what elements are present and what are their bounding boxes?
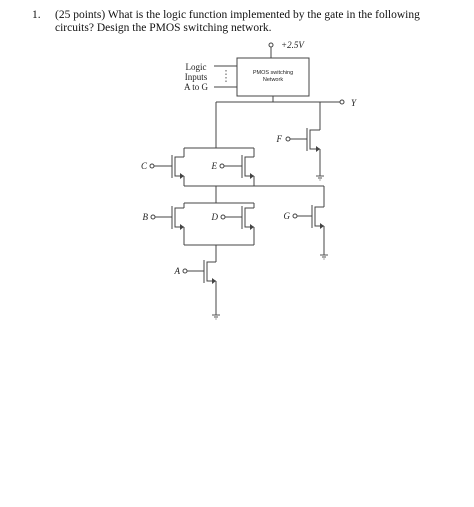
nmos-c-gate-terminal: [150, 164, 154, 168]
nmos-d-gate-terminal: [221, 215, 225, 219]
nmos-d-source-arrow: [250, 224, 254, 230]
nmos-a-channel: [207, 262, 216, 281]
supply-terminal: [269, 40, 305, 58]
nmos-g-channel: [315, 207, 324, 226]
ground-icon-g: [320, 255, 328, 259]
logic-inputs-label-1: Logic: [185, 62, 207, 72]
question-line-2: circuits? Design the PMOS switching network.: [55, 22, 272, 34]
logic-inputs-label-3: A to G: [183, 82, 209, 92]
vdd-label: +2.5V: [281, 40, 304, 50]
nmos-f-channel: [310, 130, 320, 149]
nmos-g-gate-label: G: [283, 211, 290, 221]
nmos-g: [284, 205, 329, 259]
nmos-f-source-arrow: [316, 146, 320, 152]
nmos-d-channel: [245, 208, 254, 227]
question-line-1: (25 points) What is the logic function implemented by the gate in the following: [55, 9, 420, 21]
nmos-d-gate-label: D: [211, 212, 218, 222]
ground-icon-a: [212, 315, 220, 319]
nmos-e: [211, 155, 255, 179]
nmos-b-gate-label: B: [142, 212, 148, 222]
nmos-a-gate-terminal: [183, 269, 187, 273]
nmos-e-channel: [245, 157, 254, 176]
vdd-terminal: [269, 43, 273, 47]
nmos-f: [276, 128, 325, 180]
bd-parallel-wiring: [184, 203, 254, 262]
ground-icon-f: [316, 176, 324, 180]
nmos-e-gate-label: E: [211, 161, 217, 171]
logic-inputs: [184, 62, 237, 92]
nmos-e-gate-terminal: [220, 164, 224, 168]
nmos-a-source-arrow: [212, 278, 216, 284]
nmos-b-channel: [175, 208, 184, 227]
output-label: Y: [351, 98, 357, 108]
logic-inputs-label-2: Inputs: [184, 72, 208, 82]
nmos-g-gate-terminal: [293, 214, 297, 218]
nmos-c-channel: [175, 157, 184, 176]
nmos-b-gate-terminal: [151, 215, 155, 219]
nmos-e-source-arrow: [250, 173, 254, 179]
nmos-c: [141, 155, 184, 179]
nmos-c-source-arrow: [180, 173, 184, 179]
pmos-box-label-2: Network: [262, 77, 284, 83]
nmos-g-source-arrow: [320, 223, 324, 229]
nmos-b-source-arrow: [180, 224, 184, 230]
nmos-f-gate-label: F: [276, 134, 282, 144]
nmos-b: [143, 206, 185, 230]
pmos-network-box: [237, 58, 309, 96]
nmos-a: [174, 260, 221, 319]
question-number: 1.: [32, 9, 41, 21]
output-terminal: [340, 100, 344, 104]
nmos-c-gate-label: C: [140, 161, 147, 171]
nmos-f-gate-terminal: [286, 137, 290, 141]
nmos-a-gate-label: A: [174, 266, 180, 276]
nmos-d: [211, 206, 255, 230]
pmos-box-label-1: PMOS switching: [252, 70, 294, 76]
